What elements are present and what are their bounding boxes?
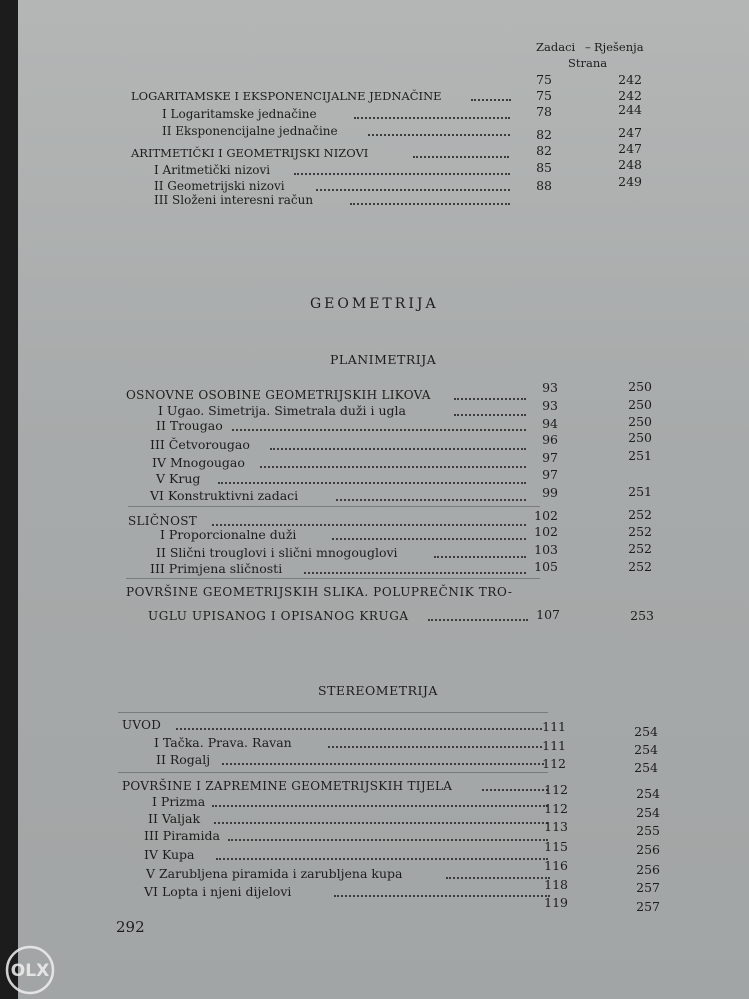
header-strana: Strana [568, 56, 608, 70]
toc-label: II Rogalj [156, 752, 211, 767]
toc-row [152, 794, 548, 810]
toc-row [150, 437, 526, 453]
toc-zadaci: 107 [536, 607, 560, 622]
toc-row [152, 455, 526, 471]
toc-label: IV Mnogougao [152, 455, 245, 470]
toc-zadaci: 116 [544, 858, 568, 873]
page-number: 292 [116, 918, 145, 936]
toc-rjesenja: 252 [628, 524, 652, 539]
toc-label: I Tačka. Prava. Ravan [154, 735, 292, 750]
header-zadaci: Zadaci [536, 40, 576, 54]
toc-zadaci: 111 [542, 719, 566, 734]
toc-rjesenja: 254 [636, 805, 660, 820]
extra-zadaci: 75 [536, 72, 552, 87]
toc-label: OSNOVNE OSOBINE GEOMETRIJSKIH LIKOVA [126, 388, 431, 402]
toc-rjesenja: 251 [628, 484, 652, 499]
toc-zadaci: 82 [536, 143, 552, 158]
toc-zadaci: 78 [536, 104, 552, 119]
toc-zadaci: 102 [534, 524, 558, 539]
toc-zadaci: 97 [542, 450, 558, 465]
toc-label: ARITMETIČKI I GEOMETRIJSKI NIZOVI [131, 146, 369, 160]
toc-zadaci: 96 [542, 432, 558, 447]
toc-label: III Piramida [144, 828, 220, 843]
planimetrija-title: PLANIMETRIJA [330, 352, 437, 367]
toc-rjesenja: 251 [628, 448, 652, 463]
toc-label: VI Lopta i njeni dijelovi [144, 884, 292, 899]
toc-rjesenja: 256 [636, 862, 660, 877]
toc-zadaci: 103 [534, 542, 558, 557]
toc-label: I Aritmetički nizovi [154, 163, 271, 177]
toc-rjesenja: 257 [636, 880, 660, 895]
toc-rjesenja: 252 [628, 541, 652, 556]
toc-rjesenja: 249 [618, 174, 642, 189]
toc-row [154, 162, 514, 178]
toc-zadaci: 112 [542, 756, 566, 771]
toc-zadaci: 115 [544, 839, 568, 854]
toc-row [162, 106, 512, 122]
toc-rjesenja: 247 [618, 141, 642, 156]
toc-label: I Proporcionalne duži [160, 527, 297, 542]
toc-label: II Geometrijski nizovi [154, 179, 285, 193]
toc-zadaci: 85 [536, 160, 552, 175]
toc-row [162, 123, 512, 139]
toc-label: III Primjena sličnosti [150, 561, 283, 576]
toc-rjesenja: 254 [634, 724, 658, 739]
toc-label: VI Konstruktivni zadaci [150, 488, 299, 503]
toc-rjesenja: 250 [628, 430, 652, 445]
toc-label: SLIČNOST [128, 514, 198, 528]
toc-label: POVRŠINE GEOMETRIJSKIH SLIKA. POLUPREČNIK TRO- [126, 585, 513, 599]
toc-rjesenja: 244 [618, 102, 642, 117]
toc-row [150, 561, 526, 577]
toc-zadaci: 105 [534, 559, 558, 574]
toc-row [144, 828, 548, 844]
toc-rjesenja: 254 [634, 742, 658, 757]
toc-row [122, 778, 548, 794]
toc-rjesenja: 248 [618, 157, 642, 172]
toc-label: LOGARITAMSKE I EKSPONENCIJALNE JEDNAČINE [131, 89, 442, 103]
toc-row [131, 145, 511, 161]
stereometrija-title: STEREOMETRIJA [318, 683, 438, 698]
toc-label: II Valjak [148, 811, 201, 826]
toc-rjesenja: 252 [628, 559, 652, 574]
toc-row [144, 884, 550, 900]
toc-row [158, 403, 526, 419]
toc-row [156, 471, 526, 487]
toc-rjesenja: 253 [630, 608, 654, 623]
toc-rjesenja: 250 [628, 397, 652, 412]
toc-zadaci: 93 [542, 398, 558, 413]
toc-label: II Slični trouglovi i slični mnogouglovi [156, 545, 398, 560]
toc-label: III Četvorougao [150, 437, 250, 452]
toc-row [160, 527, 526, 543]
olx-logo-text: OLX [10, 961, 50, 981]
toc-zadaci: 102 [534, 508, 558, 523]
toc-row [150, 488, 526, 504]
toc-row [156, 545, 526, 561]
toc-zadaci: 113 [544, 819, 568, 834]
toc-zadaci: 118 [544, 877, 568, 892]
toc-rjesenja: 242 [618, 88, 642, 103]
toc-row [144, 847, 548, 863]
header-dash: – [585, 40, 591, 54]
toc-row [148, 811, 548, 827]
toc-rjesenja: 255 [636, 823, 660, 838]
toc-label: IV Kupa [144, 847, 195, 862]
book-page [18, 0, 749, 999]
toc-zadaci: 82 [536, 127, 552, 142]
toc-rjesenja: 254 [636, 786, 660, 801]
toc-label: II Trougao [156, 418, 223, 433]
toc-zadaci: 119 [544, 895, 568, 910]
toc-label: V Krug [156, 471, 201, 486]
toc-label: UGLU UPISANOG I OPISANOG KRUGA [148, 609, 409, 623]
toc-zadaci: 88 [536, 178, 552, 193]
toc-label: UVOD [122, 718, 162, 732]
header-rjesenja: Rješenja [594, 40, 644, 54]
toc-rjesenja: 257 [636, 899, 660, 914]
section-title: GEOMETRIJA [310, 296, 439, 312]
toc-row [156, 752, 544, 768]
toc-zadaci: 112 [544, 782, 568, 797]
toc-rjesenja: 247 [618, 125, 642, 140]
toc-label: POVRŠINE I ZAPREMINE GEOMETRIJSKIH TIJELA [122, 779, 453, 793]
toc-row [156, 418, 526, 434]
toc-row [126, 584, 546, 600]
olx-logo-icon [4, 944, 56, 996]
toc-label: III Složeni interesni račun [154, 193, 314, 207]
toc-row [154, 735, 542, 751]
toc-rjesenja: 256 [636, 842, 660, 857]
toc-zadaci: 112 [544, 801, 568, 816]
toc-row [126, 387, 526, 403]
toc-row [122, 717, 542, 733]
toc-label: V Zarubljena piramida i zarubljena kupa [146, 866, 403, 881]
extra-rjesenja: 242 [618, 72, 642, 87]
toc-row [146, 866, 550, 882]
toc-rjesenja: 250 [628, 379, 652, 394]
toc-zadaci: 111 [542, 738, 566, 753]
toc-label: I Prizma [152, 794, 206, 809]
toc-label: I Ugao. Simetrija. Simetrala duži i ugla [158, 403, 407, 418]
toc-zadaci: 97 [542, 467, 558, 482]
toc-label: II Eksponencijalne jednačine [162, 124, 338, 138]
toc-rjesenja: 252 [628, 507, 652, 522]
toc-zadaci: 99 [542, 485, 558, 500]
toc-row [131, 88, 511, 104]
toc-rjesenja: 250 [628, 414, 652, 429]
toc-rjesenja: 254 [634, 760, 658, 775]
toc-label: I Logaritamske jednačine [162, 107, 317, 121]
toc-zadaci: 93 [542, 380, 558, 395]
toc-zadaci: 94 [542, 416, 558, 431]
toc-zadaci: 75 [536, 88, 552, 103]
toc-row [154, 192, 514, 208]
toc-row [148, 608, 528, 624]
